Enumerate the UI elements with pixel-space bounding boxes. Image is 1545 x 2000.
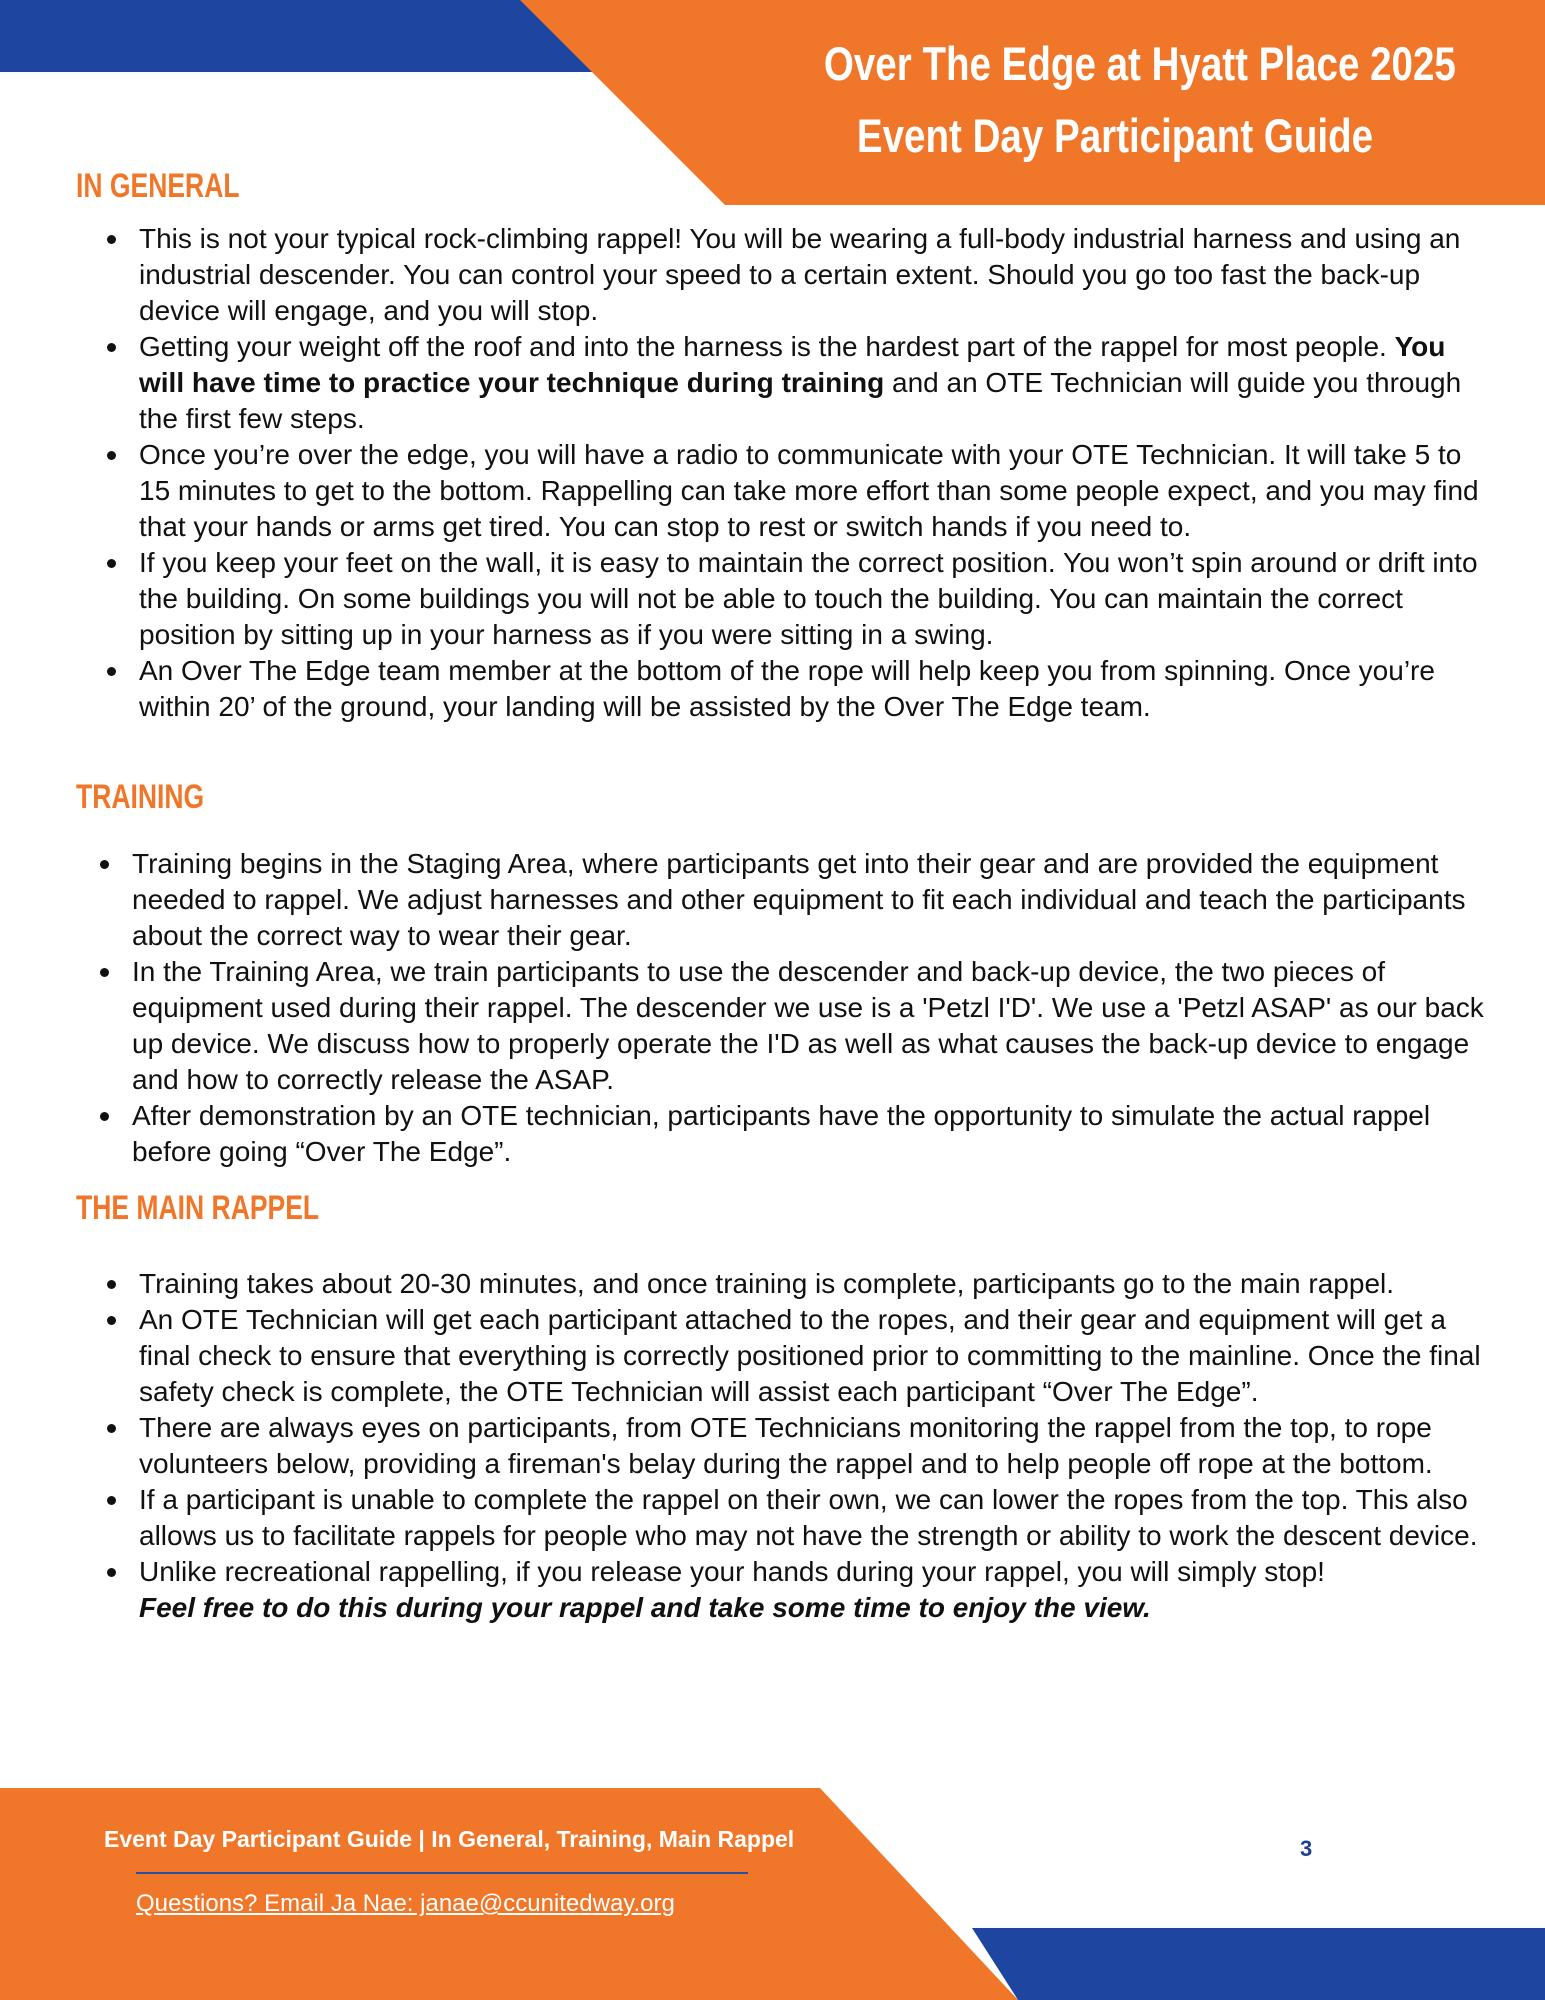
list-item: Once you’re over the edge, you will have a radio to communicate with your OTE Technician. It will take 5 to 15 minutes to get to the bottom. Rappelling can take more effort than some people expect, and you may find that your hands or arms get tired. You can stop to rest or switch hands if you need to. bbox=[104, 437, 1489, 545]
list-item: If you keep your feet on the wall, it is easy to maintain the correct position. You won’t spin around or drift into the building. On some buildings you will not be able to touch the building. You can maintain the correct position by sitting up in your harness as if you were sitting in a swing. bbox=[104, 545, 1489, 653]
contact-email-link[interactable]: Questions? Email Ja Nae: janae@ccunitedway.org bbox=[136, 1890, 675, 1917]
page-number: 3 bbox=[1300, 1836, 1313, 1861]
heading-training: TRAINING bbox=[76, 778, 205, 816]
heading-main-rappel: THE MAIN RAPPEL bbox=[76, 1189, 320, 1227]
item-text: and an OTE Technician will guide you through the first few steps. bbox=[139, 367, 1462, 434]
list-training bbox=[97, 846, 1497, 1170]
list-item: An Over The Edge team member at the bottom of the rope will help keep you from spinning. Once you’re within 20’ of the ground, your landing will be assisted by the Over The Edge team. bbox=[104, 653, 1489, 725]
item-text: Getting your weight off the roof and into the harness is the hardest part of the rappel for most people. bbox=[139, 331, 1395, 362]
title-line-1: Over The Edge at Hyatt Place 2025 bbox=[823, 37, 1456, 90]
document-title bbox=[823, 28, 1456, 172]
list-item: In the Training Area, we train participants to use the descender and back-up device, the two pieces of equipment used during their rappel. The descender we use is a 'Petzl I'D'. We use a 'Petzl ASAP' as our back up device. We discuss how to properly operate the I'D as well as what causes the back-up device to engage and how to correctly release the ASAP. bbox=[97, 954, 1497, 1098]
list-item bbox=[104, 1554, 1489, 1626]
title-line-2: Event Day Participant Guide bbox=[856, 109, 1374, 162]
list-in-general bbox=[104, 221, 1489, 725]
list-item: Training begins in the Staging Area, where participants get into their gear and are provided the equipment needed to rappel. We adjust harnesses and other equipment to fit each individual and teach the participants about the correct way to wear their gear. bbox=[97, 846, 1497, 954]
list-item: Training takes about 20-30 minutes, and once training is complete, participants go to the main rappel. bbox=[104, 1266, 1489, 1302]
item-emphasis: Feel free to do this during your rappel and take some time to enjoy the view. bbox=[139, 1592, 1151, 1623]
item-text: Unlike recreational rappelling, if you release your hands during your rappel, you will simply stop! bbox=[139, 1556, 1325, 1587]
list-item: After demonstration by an OTE technician, participants have the opportunity to simulate the actual rappel before going “Over The Edge”. bbox=[97, 1098, 1497, 1170]
list-item: An OTE Technician will get each participant attached to the ropes, and their gear and equipment will get a final check to ensure that everything is correctly positioned prior to committing to the mainline. Once the final safety check is complete, the OTE Technician will assist each participant “Over The Edge”. bbox=[104, 1302, 1489, 1410]
footer-divider bbox=[136, 1872, 748, 1874]
list-item: If a participant is unable to complete the rappel on their own, we can lower the ropes from the top. This also allows us to facilitate rappels for people who may not have the strength or ability to work the descent device. bbox=[104, 1482, 1489, 1554]
list-main-rappel bbox=[104, 1266, 1489, 1626]
footer-guide-label: Event Day Participant Guide | In General, Training, Main Rappel bbox=[104, 1826, 795, 1852]
heading-in-general: IN GENERAL bbox=[76, 167, 240, 205]
list-item: This is not your typical rock-climbing rappel! You will be wearing a full-body industrial harness and using an industrial descender. You can control your speed to a certain extent. Should you go too fast the back-up device will engage, and you will stop. bbox=[104, 221, 1489, 329]
list-item: There are always eyes on participants, from OTE Technicians monitoring the rappel from the top, to rope volunteers below, providing a fireman's belay during the rappel and to help people off rope at the bottom. bbox=[104, 1410, 1489, 1482]
item-emphasis: You will have time to practice your technique during training bbox=[139, 331, 1446, 398]
list-item bbox=[104, 329, 1489, 437]
